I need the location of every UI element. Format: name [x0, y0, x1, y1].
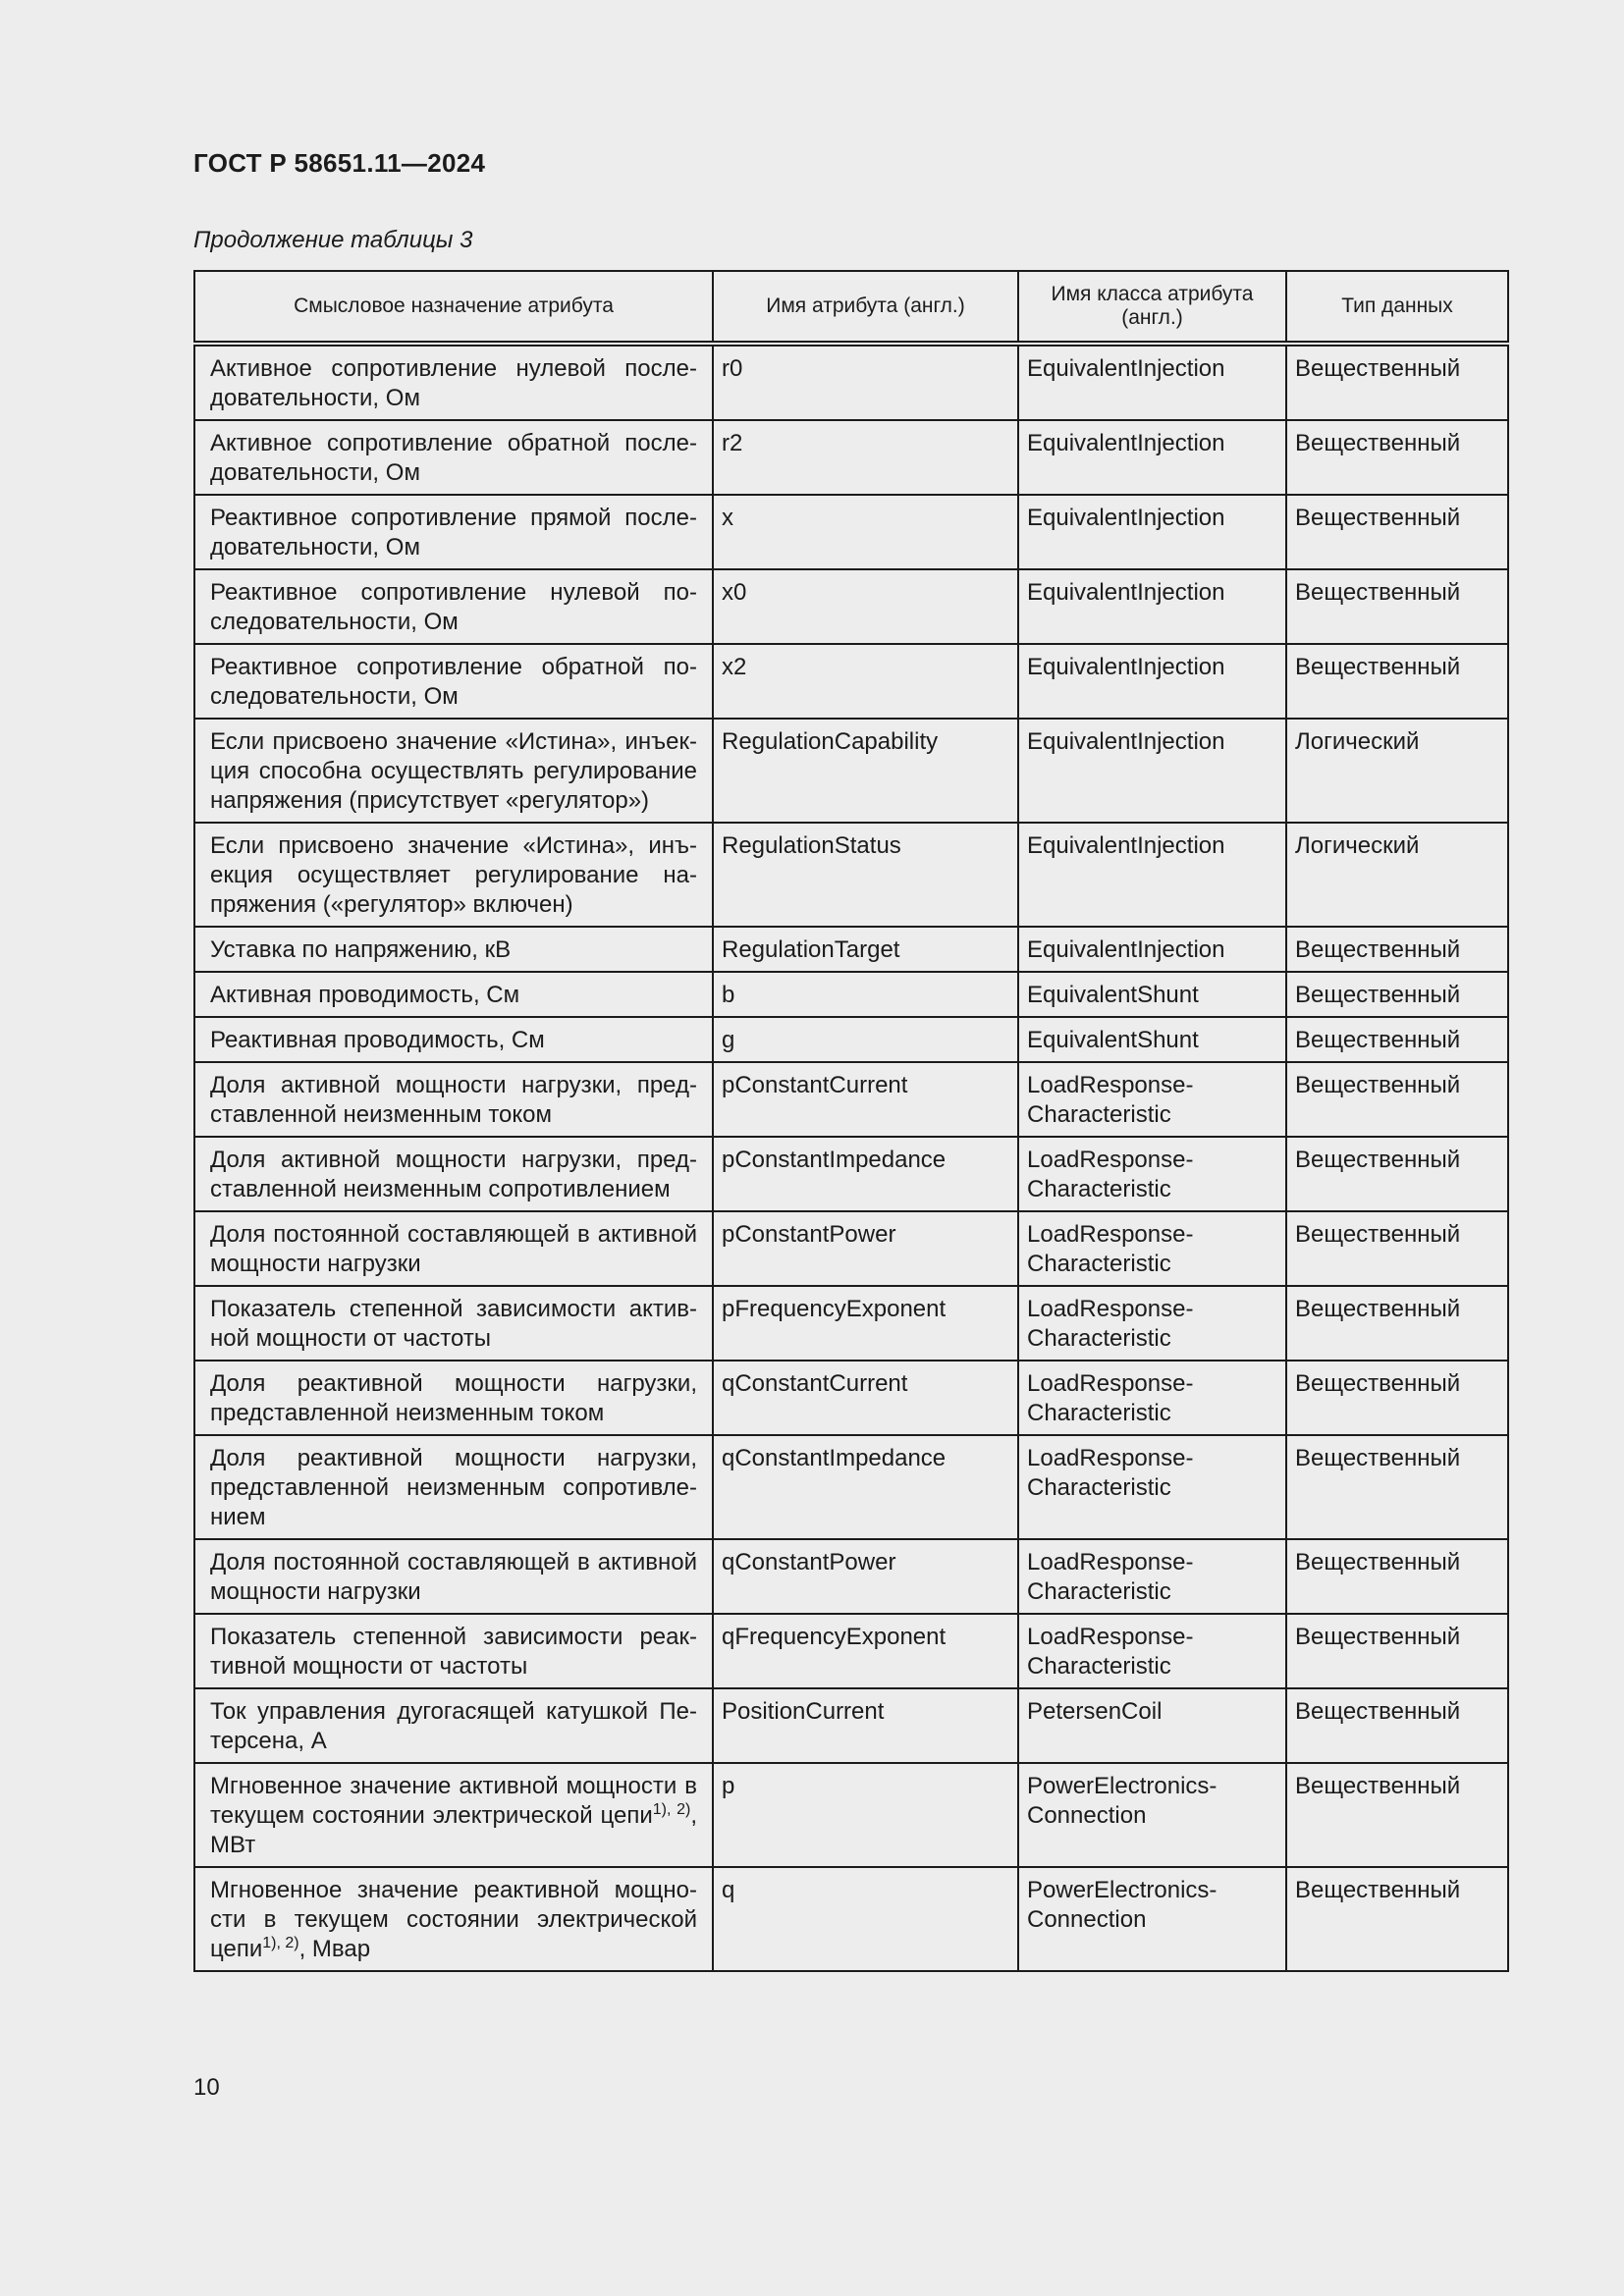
meaning-text: Доля активной мощности нагрузки, представленной неизменным сопротивлением [210, 1147, 697, 1202]
table-row [194, 1867, 1508, 1971]
cell-data-type: Вещественный [1286, 972, 1508, 1017]
cell-attribute-name: pConstantImpedance [713, 1137, 1018, 1211]
meaning-text: Реактивное сопротивление нулевой последовательности, Ом [210, 579, 697, 635]
meaning-text: Доля постоянной составляющей в активной мощности нагрузки [210, 1221, 697, 1277]
header-meaning: Смысловое назначение атрибута [194, 271, 713, 344]
cell-data-type: Вещественный [1286, 495, 1508, 569]
cell-attribute-class: LoadResponse- Characteristic [1018, 1614, 1286, 1688]
cell-attribute-name: q [713, 1867, 1018, 1971]
table-row [194, 420, 1508, 495]
cell-attribute-class: EquivalentInjection [1018, 495, 1286, 569]
cell-attribute-name: x2 [713, 644, 1018, 719]
table-row [194, 1017, 1508, 1062]
cell-data-type: Логический [1286, 823, 1508, 927]
cell-data-type: Вещественный [1286, 1361, 1508, 1435]
meaning-text: Если присвоено значение «Истина», инъекция способна осуществлять регулирование напряжения (присутствует «регулятор») [210, 728, 697, 814]
meaning-text: Доля постоянной составляющей в активной мощности нагрузки [210, 1549, 697, 1605]
cell-attribute-class: LoadResponse- Characteristic [1018, 1062, 1286, 1137]
meaning-text: Доля активной мощности нагрузки, представленной неизменным током [210, 1072, 697, 1128]
header-attribute-class: Имя класса атрибута (англ.) [1018, 271, 1286, 344]
cell-attribute-class: EquivalentShunt [1018, 972, 1286, 1017]
cell-attribute-name: x [713, 495, 1018, 569]
table-row [194, 1688, 1508, 1763]
meaning-text: Мгновенное значение активной мощности в текущем состоянии электрической цепи [210, 1773, 697, 1829]
cell-meaning [194, 1211, 713, 1286]
cell-data-type: Вещественный [1286, 569, 1508, 644]
cell-attribute-name: qConstantCurrent [713, 1361, 1018, 1435]
cell-attribute-class: LoadResponse- Characteristic [1018, 1361, 1286, 1435]
table-row [194, 1539, 1508, 1614]
table-row [194, 1286, 1508, 1361]
table-row [194, 644, 1508, 719]
meaning-text: Если присвоено значение «Истина», инъекция осуществляет регулирование напряжения («регулятор» включен) [210, 832, 697, 918]
cell-meaning [194, 1435, 713, 1539]
table-body [194, 344, 1508, 1971]
cell-data-type: Вещественный [1286, 927, 1508, 972]
cell-attribute-class: LoadResponse- Characteristic [1018, 1137, 1286, 1211]
cell-attribute-class: EquivalentInjection [1018, 927, 1286, 972]
cell-data-type: Вещественный [1286, 1763, 1508, 1867]
cell-data-type: Вещественный [1286, 1614, 1508, 1688]
table-row [194, 1361, 1508, 1435]
cell-attribute-class: EquivalentInjection [1018, 823, 1286, 927]
table-header-row [194, 271, 1508, 344]
cell-meaning [194, 1614, 713, 1688]
cell-attribute-name: RegulationTarget [713, 927, 1018, 972]
cell-attribute-name: b [713, 972, 1018, 1017]
meaning-text: Активная проводимость, См [210, 982, 520, 1008]
meaning-unit: , Мвар [298, 1936, 371, 1962]
cell-data-type: Вещественный [1286, 1435, 1508, 1539]
cell-attribute-name: RegulationCapability [713, 719, 1018, 823]
cell-meaning [194, 1017, 713, 1062]
cell-data-type: Вещественный [1286, 1688, 1508, 1763]
attributes-table [193, 270, 1509, 1972]
cell-attribute-name: qConstantPower [713, 1539, 1018, 1614]
cell-data-type: Логический [1286, 719, 1508, 823]
cell-attribute-class: EquivalentInjection [1018, 719, 1286, 823]
page-number: 10 [193, 2074, 220, 2101]
cell-data-type: Вещественный [1286, 1211, 1508, 1286]
cell-meaning [194, 1286, 713, 1361]
cell-data-type: Вещественный [1286, 344, 1508, 420]
cell-meaning [194, 1688, 713, 1763]
table-row [194, 1137, 1508, 1211]
cell-meaning [194, 495, 713, 569]
document-title: ГОСТ Р 58651.11—2024 [193, 148, 486, 178]
cell-data-type: Вещественный [1286, 420, 1508, 495]
cell-meaning [194, 823, 713, 927]
meaning-text: Ток управления дугогасящей катушкой Петерсена, А [210, 1698, 697, 1754]
cell-meaning [194, 644, 713, 719]
cell-attribute-name: RegulationStatus [713, 823, 1018, 927]
meaning-text: Реактивное сопротивление прямой последовательности, Ом [210, 505, 697, 561]
cell-attribute-name: r2 [713, 420, 1018, 495]
table-row [194, 569, 1508, 644]
meaning-text: Активное сопротивление нулевой последовательности, Ом [210, 355, 697, 411]
cell-attribute-name: pConstantCurrent [713, 1062, 1018, 1137]
cell-meaning [194, 1361, 713, 1435]
meaning-text: Мгновенное значение реактивной мощности в текущем состоянии электрической цепи [210, 1877, 697, 1962]
cell-data-type: Вещественный [1286, 1867, 1508, 1971]
footnote-reference: 1), 2) [652, 1801, 691, 1818]
cell-meaning [194, 344, 713, 420]
header-attribute-name: Имя атрибута (англ.) [713, 271, 1018, 344]
cell-attribute-class: EquivalentShunt [1018, 1017, 1286, 1062]
cell-meaning [194, 719, 713, 823]
table-row [194, 1062, 1508, 1137]
cell-attribute-name: x0 [713, 569, 1018, 644]
table-row [194, 344, 1508, 420]
table-row [194, 972, 1508, 1017]
cell-meaning [194, 927, 713, 972]
cell-data-type: Вещественный [1286, 1062, 1508, 1137]
cell-meaning [194, 1062, 713, 1137]
table-caption: Продолжение таблицы 3 [193, 227, 473, 253]
cell-data-type: Вещественный [1286, 1539, 1508, 1614]
table-row [194, 1763, 1508, 1867]
meaning-text: Доля реактивной мощности нагрузки, представленной неизменным током [210, 1370, 697, 1426]
meaning-text: Реактивное сопротивление обратной последовательности, Ом [210, 654, 697, 710]
cell-attribute-name: qConstantImpedance [713, 1435, 1018, 1539]
meaning-text: Активное сопротивление обратной последовательности, Ом [210, 430, 697, 486]
cell-attribute-class: PowerElectronics- Connection [1018, 1763, 1286, 1867]
cell-attribute-class: LoadResponse- Characteristic [1018, 1211, 1286, 1286]
cell-attribute-class: LoadResponse- Characteristic [1018, 1435, 1286, 1539]
cell-data-type: Вещественный [1286, 644, 1508, 719]
meaning-text: Показатель степенной зависимости реактивной мощности от частоты [210, 1624, 697, 1680]
meaning-text: Показатель степенной зависимости активной мощности от частоты [210, 1296, 697, 1352]
cell-attribute-name: g [713, 1017, 1018, 1062]
cell-attribute-name: pConstantPower [713, 1211, 1018, 1286]
cell-attribute-class: LoadResponse- Characteristic [1018, 1539, 1286, 1614]
table-row [194, 1435, 1508, 1539]
cell-attribute-class: EquivalentInjection [1018, 569, 1286, 644]
cell-attribute-name: qFrequencyExponent [713, 1614, 1018, 1688]
table-row [194, 1614, 1508, 1688]
table-row [194, 1211, 1508, 1286]
cell-meaning [194, 1539, 713, 1614]
meaning-text: Уставка по напряжению, кВ [210, 936, 512, 963]
cell-meaning [194, 1867, 713, 1971]
cell-attribute-class: PetersenCoil [1018, 1688, 1286, 1763]
cell-meaning [194, 1763, 713, 1867]
cell-attribute-class: EquivalentInjection [1018, 420, 1286, 495]
cell-attribute-class: EquivalentInjection [1018, 644, 1286, 719]
meaning-text: Доля реактивной мощности нагрузки, представленной неизменным сопротивлением [210, 1445, 697, 1530]
cell-attribute-name: PositionCurrent [713, 1688, 1018, 1763]
cell-data-type: Вещественный [1286, 1286, 1508, 1361]
footnote-reference: 1), 2) [262, 1935, 299, 1951]
table-row [194, 495, 1508, 569]
meaning-unit: , МВт [210, 1802, 697, 1858]
cell-meaning [194, 569, 713, 644]
cell-data-type: Вещественный [1286, 1017, 1508, 1062]
cell-attribute-name: pFrequencyExponent [713, 1286, 1018, 1361]
cell-attribute-class: LoadResponse- Characteristic [1018, 1286, 1286, 1361]
cell-attribute-name: r0 [713, 344, 1018, 420]
cell-meaning [194, 972, 713, 1017]
header-data-type: Тип данных [1286, 271, 1508, 344]
cell-attribute-class: EquivalentInjection [1018, 344, 1286, 420]
table-row [194, 927, 1508, 972]
table-row [194, 823, 1508, 927]
cell-attribute-class: PowerElectronics- Connection [1018, 1867, 1286, 1971]
cell-meaning [194, 420, 713, 495]
cell-data-type: Вещественный [1286, 1137, 1508, 1211]
cell-meaning [194, 1137, 713, 1211]
meaning-text: Реактивная проводимость, См [210, 1027, 545, 1053]
table-row [194, 719, 1508, 823]
cell-attribute-name: p [713, 1763, 1018, 1867]
